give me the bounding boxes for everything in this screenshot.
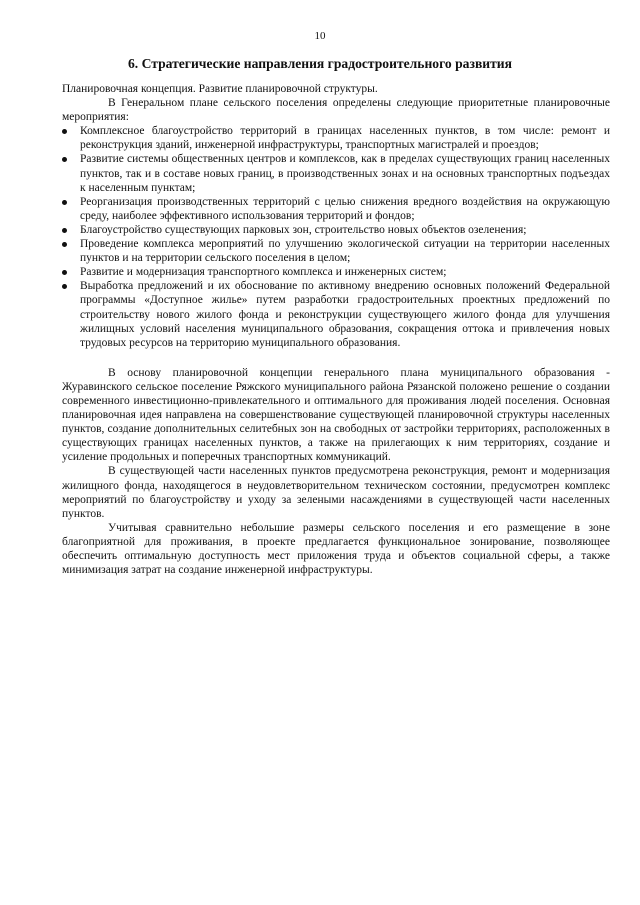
concept-paragraph: В основу планировочной концепции генерального плана муниципального образования - Журавинского сельское поселение Ряжского муниципального района Рязанской положено решение о создании современного инвестиционно-привлекательного и оптимального для проживания людей поселения. Основная планировочная идея направлена на совершенствование существующей планировочной структуры населенных пунктов, создание дополнительных селитебных зон на свободных от застройки территориях, расположенных в существующих границах населенных пунктов, а также на прилегающих к ним территориях, создание и усиление продольных и поперечных транспортных коммуникаций. [62, 366, 610, 464]
body-text [62, 82, 610, 577]
bullet-icon [62, 200, 67, 205]
list-item-text: Развитие системы общественных центров и комплексов, как в пределах существующих границ населенных пунктов, так и в составе новых границ, в производственных зонах и на основных транспортных подъездах к населенным пунктам; [80, 153, 610, 194]
list-item-text: Благоустройство существующих парковых зон, строительство новых объектов озеленения; [80, 223, 527, 236]
list-item-text: Комплексное благоустройство территорий в границах населенных пунктов, в том числе: ремонт и реконструкция зданий, инженерной инфраструктуры, транспортных магистралей и проездов; [80, 125, 610, 152]
bullet-icon [62, 284, 67, 289]
bullet-icon [62, 228, 67, 233]
list-item [62, 237, 610, 265]
list-item [62, 124, 610, 152]
bullet-icon [62, 242, 67, 247]
page-number: 10 [314, 30, 326, 42]
list-item [62, 152, 610, 194]
paragraph-gap [62, 350, 610, 366]
bullet-icon [62, 270, 67, 275]
bullet-icon [62, 157, 67, 162]
intro-line: Планировочная концепция. Развитие планировочной структуры. [62, 83, 378, 95]
bullet-icon [62, 129, 67, 134]
measures-list [62, 124, 610, 350]
list-item-text: Развитие и модернизация транспортного комплекса и инженерных систем; [80, 266, 447, 279]
lead-paragraph: В Генеральном плане сельского поселения определены следующие приоритетные планировочные мероприятия: [62, 97, 610, 124]
list-item [62, 279, 610, 349]
list-item [62, 265, 610, 279]
section-title: 6. Стратегические направления градостроительного развития [128, 56, 512, 71]
list-item-text: Проведение комплекса мероприятий по улучшению экологической ситуации на территории населенных пунктов и на территории сельского поселения в целом; [80, 238, 610, 265]
zoning-paragraph: Учитывая сравнительно небольшие размеры сельского поселения и его размещение в зоне благоприятной для проживания, в проекте предлагается функциональное зонирование, позволяющее обеспечить оптимальную доступность мест приложения труда и объектов социальной сферы, а также минимизация затрат на создание инженерной инфраструктуры. [62, 521, 610, 577]
list-item [62, 223, 610, 237]
list-item-text: Выработка предложений и их обоснование по активному внедрению основных положений Федеральной программы «Доступное жилье» путем разработки градостроительных проектных предложений по строительству нового жилого фонда и реконструкции существующего жилого фонда для улучшения жилищных условий населения муниципального образования, сокращения оттока и привлечения новых трудовых ресурсов на территорию муниципального образования. [80, 280, 610, 349]
list-item-text: Реорганизация производственных территорий с целью снижения вредного воздействия на окружающую среду, наиболее эффективного использования территорий и фондов; [80, 195, 610, 222]
list-item [62, 195, 610, 223]
reconstruction-paragraph: В существующей части населенных пунктов предусмотрена реконструкция, ремонт и модернизация жилищного фонда, находящегося в неудовлетворительном техническом состоянии, предусмотрен комплекс мероприятий по благоустройству и уходу за зелеными насаждениями в существующей части населенных пунктов. [62, 465, 610, 520]
